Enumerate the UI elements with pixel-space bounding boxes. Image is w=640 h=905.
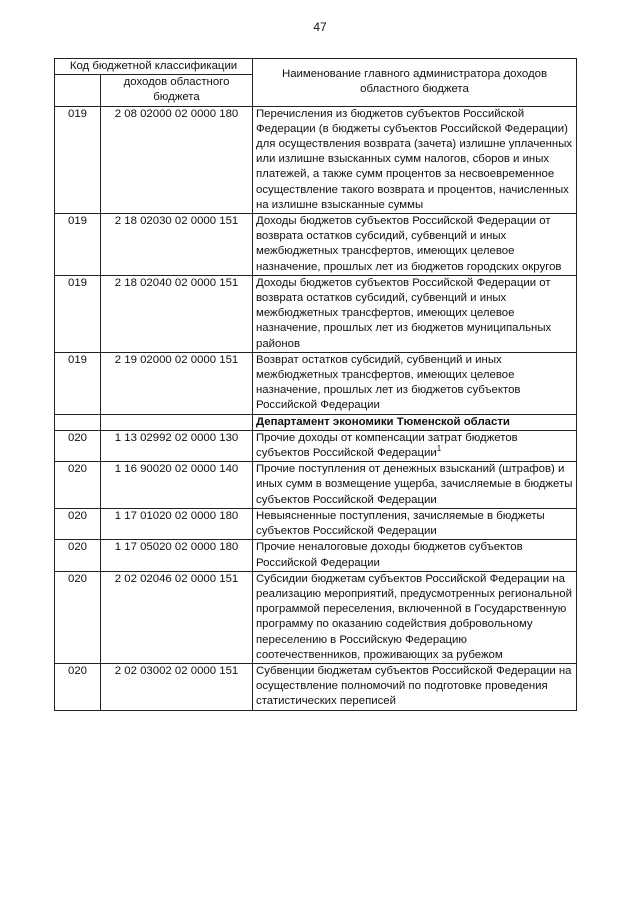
header-admin-blank: [55, 75, 101, 106]
income-name: Субсидии бюджетам субъектов Российской Федерации на реализацию мероприятий, предусмотренных региональной программой переселения, включенной в Государственную программу по оказанию содействия добровольному переселению в Российскую Федерацию соотечественников, проживающих за рубежом: [253, 571, 577, 663]
table-row: [55, 106, 577, 213]
table-row: [55, 571, 577, 663]
income-code: 2 02 02046 02 0000 151: [101, 571, 253, 663]
income-name: Доходы бюджетов субъектов Российской Федерации от возврата остатков субсидий, субвенций и иных межбюджетных трансфертов, имеющих целевое назначение, прошлых лет из бюджетов городских округов: [253, 214, 577, 276]
page-number: 47: [313, 20, 327, 34]
admin-code: 020: [55, 430, 101, 461]
income-code: 1 13 02992 02 0000 130: [101, 430, 253, 461]
income-name: Возврат остатков субсидий, субвенций и иных межбюджетных трансфертов, имеющих целевое назначение, прошлых лет из бюджетов субъектов Российской Федерации: [253, 352, 577, 414]
income-code: 2 02 03002 02 0000 151: [101, 663, 253, 710]
income-name: Субвенции бюджетам субъектов Российской Федерации на осуществление полномочий по подготовке проведения статистических переписей: [253, 663, 577, 710]
income-name: Невыясненные поступления, зачисляемые в бюджеты субъектов Российской Федерации: [253, 508, 577, 539]
income-code: 2 18 02030 02 0000 151: [101, 214, 253, 276]
department-code-blank: [101, 414, 253, 430]
table-row: [55, 275, 577, 352]
table-row: [55, 430, 577, 461]
admin-code: 019: [55, 106, 101, 213]
income-name: Доходы бюджетов субъектов Российской Федерации от возврата остатков субсидий, субвенций и иных межбюджетных трансфертов, имеющих целевое назначение, прошлых лет из бюджетов муниципальных районов: [253, 275, 577, 352]
admin-code: 020: [55, 663, 101, 710]
header-code-group: Код бюджетной классификации: [55, 59, 253, 75]
table-row: [55, 663, 577, 710]
income-name: [253, 430, 577, 461]
table-row: [55, 352, 577, 414]
footnote-marker: 1: [436, 444, 442, 454]
department-admin-blank: [55, 414, 101, 430]
admin-code: 019: [55, 352, 101, 414]
department-title: Департамент экономики Тюменской области: [253, 414, 577, 430]
admin-code: 020: [55, 462, 101, 509]
admin-code: 020: [55, 571, 101, 663]
admin-code: 020: [55, 540, 101, 571]
income-code: 1 17 05020 02 0000 180: [101, 540, 253, 571]
admin-code: 020: [55, 508, 101, 539]
admin-code: 019: [55, 275, 101, 352]
table-row: [55, 214, 577, 276]
income-name: Прочие поступления от денежных взысканий (штрафов) и иных сумм в возмещение ущерба, зачисляемые в бюджеты субъектов Российской Федерации: [253, 462, 577, 509]
table-row: [55, 508, 577, 539]
income-code: 2 08 02000 02 0000 180: [101, 106, 253, 213]
admin-code: 019: [55, 214, 101, 276]
header-income-code: доходов областного бюджета: [101, 75, 253, 106]
income-code: 1 17 01020 02 0000 180: [101, 508, 253, 539]
budget-classification-table: [54, 58, 577, 711]
department-row: [55, 414, 577, 430]
header-row-1: [55, 59, 577, 75]
header-name-column: Наименование главного администратора доходов областного бюджета: [253, 59, 577, 107]
income-code: 2 18 02040 02 0000 151: [101, 275, 253, 352]
income-name-text: Прочие доходы от компенсации затрат бюджетов субъектов Российской Федерации: [256, 431, 518, 460]
income-code: 1 16 90020 02 0000 140: [101, 462, 253, 509]
table-row: [55, 540, 577, 571]
table-row: [55, 462, 577, 509]
income-name: Прочие неналоговые доходы бюджетов субъектов Российской Федерации: [253, 540, 577, 571]
income-name: Перечисления из бюджетов субъектов Российской Федерации (в бюджеты субъектов Российской Федерации) для осуществления возврата (зачета) излишне уплаченных или излишне взысканных сумм налогов, сборов и иных платежей, а также сумм процентов за несвоевременное осуществление такого возврата и процентов, начисленных на излишне взысканные суммы: [253, 106, 577, 213]
income-code: 2 19 02000 02 0000 151: [101, 352, 253, 414]
